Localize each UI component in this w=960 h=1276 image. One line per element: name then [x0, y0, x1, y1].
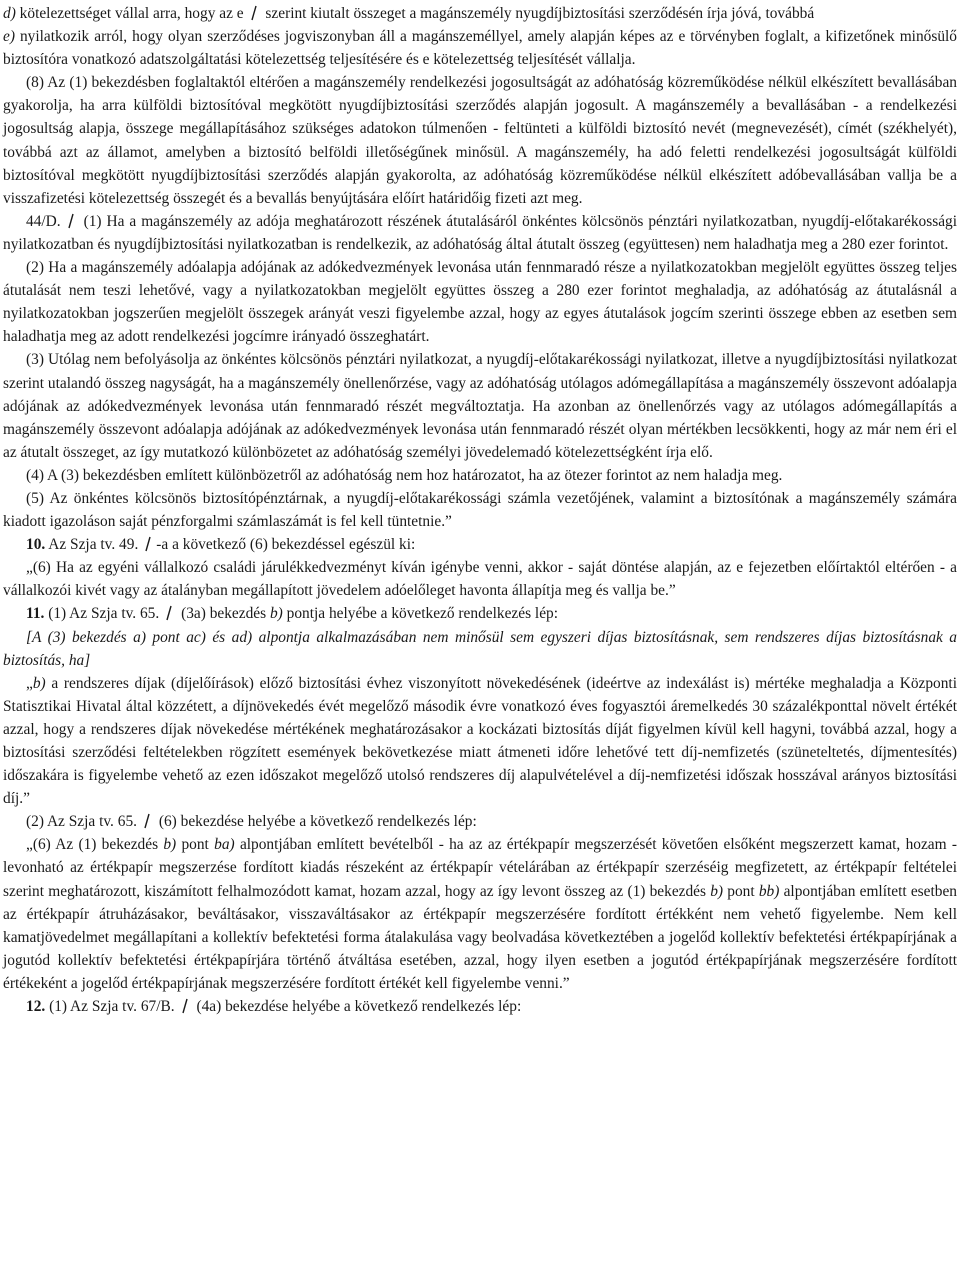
section-11-new-body: a rendszeres díjak (díjelőírások) előző biztosítási évhez viszonyított növekedésének (ideértve az indexálást is) mértéke meghaladja a Központi Statisztikai Hivatal által közzétett, a díjnövekedés évét megelőző második évre vonatkozó éves fogyasztói áremelkedés 30 százalékponttal növelt értékét azzal, hogy a rendszeres díjak növekedése mértékének meghatározásakor a kockázati biztosítás díját figyelmen kívül kell hagyni, továbbá azzal, hogy a biztosítási szerződési feltételekben rögzített események bekövetkezése miatt átmeneti időre lehetővé tett díj-nemfizetés (szüneteltetés, díjmentesítés) időszakára is figyelembe vehető az ezen időszakot megelőző utolsó rendszeres díj alapulvételével a díj-nemfizetési időszak hosszával arányos biztosítási díj.” — [3, 674, 957, 808]
section-44d-paragraph-1 — [3, 210, 957, 256]
point-marker-d: d) — [3, 5, 16, 22]
section-11-head-a: (3a) bekezdés — [177, 605, 270, 623]
quote-part: pont — [723, 882, 759, 900]
section-12-number: 12. — [26, 998, 46, 1016]
section-sign-icon — [143, 813, 151, 829]
section-sign-icon — [181, 998, 189, 1014]
paragraph-d-text: kötelezettséget vállal arra, hogy az e — [15, 5, 244, 22]
paragraph-d-tail: szerint kiutalt összeget a magánszemély nyugdíjbiztosítási szerződésén írja jóvá, továbbá — [261, 5, 815, 22]
section-12-heading — [3, 995, 957, 1018]
section-44d-p1-text: (1) Ha a magánszemély az adója meghatározott részének átutalásáról önkéntes kölcsönös pénztári nyilatkozatban, nyugdíj-előtakarékossági nyilatkozatban és nyugdíjbiztosítási nyilatkozatban is rendelkezik, az adóhatóság által átutalt összeg (együttesen) nem haladhatja meg a 280 ezer forintot. — [3, 212, 957, 253]
quote-part: „(6) Az (1) bekezdés — [26, 836, 164, 854]
quote-open: „ — [26, 674, 33, 692]
section-11-old-text: [A (3) bekezdés a) pont ac) és ad) alpontja alkalmazásában nem minősül sem egyszeri díjas biztosításnak, sem rendszeres díjas biztosításnak a biztosítás, ha] — [3, 628, 957, 669]
section-11-paragraph-2-heading — [3, 810, 957, 833]
section-11-paragraph-2-quote — [3, 833, 957, 995]
section-11-new-text — [3, 672, 957, 811]
quote-part: alpontjában említett esetben az értékpapír átruházásakor, beváltásakor, visszaváltásakor az értékpapír megszerzésére fordított értékként nem vehető figyelembe. Nem kell kamatjövedelmet megállapítani a kollektív befektetési forma átalakulása vagy beolvadása következtében a jogelőd kollektív befektetési értékpapírjának a jogutód kollektív befektetési értékpapírjára történő átváltása esetében, azzal, hogy ilyen esetben a jogutód értékpapírjának megszerzésére fordított értékeként a jogelőd értékpapírjának megszerzésére fordított értékét kell figyelembe venni.” — [3, 882, 957, 992]
quote-part: alpontjában említett bevételből - ha az az értékpapír megszerzését követően elsőként megszerzett kamat, hozam - levonható az értékpapír megszerzése fordított kiadás részeként az értékpapír vételárában az értékpapír szerzéséig megfizetett, az értékpapír feltételei szerint meghatározott, kiszámított felhalmozódott kamat, hozam azzal, hogy az így levont összeg az (1) bekezdés — [3, 836, 958, 900]
paragraph-e-text: nyilatkozik arról, hogy olyan szerződéses jogviszonyban áll a magánszeméllyel, amely alapján képes az e törvényben foglalt, a kifizetőnek minősülő biztosítóra vonatkozó adatszolgáltatási kötelezettség teljesítésére és e kötelezettség teljesítését vállalja. — [3, 28, 957, 69]
section-11-head-c: pontja helyébe a következő rendelkezés lép: — [282, 605, 558, 623]
section-sign-icon — [67, 213, 75, 229]
section-12-head: (1) Az Szja tv. 67/B. — [45, 998, 175, 1016]
section-10-quote: „(6) Ha az egyéni vállalkozó családi járulékkedvezményt kíván igénybe venni, akkor - saját döntése alapján, az e fejezetben előírtaktól eltérően - a vállalkozói kivét vagy az átalányban megállapított jövedelem adóelőleget havonta állapítja meg és vallja be.” — [3, 559, 957, 600]
quote-part: pont — [176, 836, 215, 854]
section-11-p2-tail: (6) bekezdése helyébe a következő rendelkezés lép: — [155, 813, 477, 831]
section-44d-paragraph-4: (4) A (3) bekezdésben említett különbözetről az adóhatóság nem hoz határozatot, ha az ötezer forintot az nem haladja meg. — [26, 466, 783, 484]
section-11-head-b: b) — [269, 605, 283, 623]
section-11-head: (1) Az Szja tv. 65. — [44, 605, 160, 623]
point-ref: b) — [710, 882, 724, 900]
section-44d-paragraph-5: (5) Az önkéntes kölcsönös biztosítópénztárnak, a nyugdíj-előtakarékossági számla vezetőjének, valamint a biztosítónak a magánszemély számára kiadott igazoláson saját pénzforgalmi számlaszámát is fel kell tüntetnie.” — [3, 489, 957, 531]
section-44d-number: 44/D. — [26, 212, 61, 230]
paragraph-8: (8) Az (1) bekezdésben foglaltaktól eltérően a magánszemély rendelkezési jogosultságát az adóhatóság közreműködése nélkül elkészített bevallásában gyakorolja, ha arra külföldi biztosítóval megkötött nyugdíjbiztosítási szerződés alapján jogosult. A magánszemély a bevallásában - a rendelkezési jogosultság alapja, összege megállapításához szükséges adatokon túlmenően - feltünteti a külföldi biztosító nevét (megnevezését), címét (székhelyét), továbbá azt az államot, amelyben a biztosító belföldi illetőségűnek minősül. A magánszemély, ha adó feletti rendelkezési jogosultságát külföldi biztosítóval megkötött nyugdíjbiztosítási szerződés alapján gyakorolta, az adóhatóság közreműködése nélkül elkészített adóbevallásában vallja be a visszafizetési kötelezettség összegét és a bevallás benyújtására előírt határidőig fizeti azt meg. — [3, 74, 957, 207]
section-12-tail: (4a) bekezdése helyébe a következő rendelkezés lép: — [192, 998, 522, 1016]
paragraph-d — [3, 2, 957, 25]
section-10-head: Az Szja tv. 49. — [45, 536, 139, 554]
paragraph-e — [3, 25, 957, 71]
point-ref: b) — [163, 836, 177, 854]
section-44d-paragraph-2: (2) Ha a magánszemély adóalapja adójának az adókedvezmények levonása után fennmaradó része a nyilatkozatokban megjelölt együttes összeg teljes átutalását nem teszi lehetővé, vagy a nyilatkozatokban megjelölt együttes összeg a 280 ezer forintot meghaladja, az adóhatóság az átutalásnál a nyilatkozatokban jogszerűen megjelölt összegek arányát veszi figyelembe azzal, hogy az egyes átutalások jogcím szerinti összege ebben az esetben sem haladhatja meg az adott rendelkezési jogcímre irányadó összeghatárt. — [3, 259, 957, 346]
section-10-number: 10. — [26, 536, 46, 554]
section-10-head-tail: -a a következő (6) bekezdéssel egészül ki: — [156, 536, 416, 554]
subpoint-ref: ba) — [214, 836, 235, 854]
section-11-number: 11. — [26, 605, 45, 623]
section-sign-icon — [250, 5, 258, 21]
section-sign-icon — [144, 536, 152, 552]
subpoint-ref: bb) — [758, 882, 780, 900]
point-marker-e: e) — [3, 28, 15, 46]
section-10-heading — [3, 533, 957, 556]
section-sign-icon — [165, 605, 173, 621]
section-11-heading — [3, 602, 957, 625]
section-11-p2-head: (2) Az Szja tv. 65. — [26, 813, 137, 831]
section-44d-paragraph-3: (3) Utólag nem befolyásolja az önkéntes kölcsönös pénztári nyilatkozat, a nyugdíj-előtakarékossági nyilatkozat, illetve a nyugdíjbiztosítási nyilatkozat szerint utalandó összeg nagyságát, ha a magánszemély önellenőrzése, vagy az adóhatóság utólagos adómegállapítása a magánszemély összevont adóalapja adójának az adókedvezmények levonása után fennmaradó részét megváltoztatja. Ha azonban az önellenőrzés vagy az utólagos adómegállapítás a magánszemély összevont adóalapja adójának az adókedvezmények levonása után fennmaradó részét olyan mértékben lecsökkenti, hogy az már nem éri el az átutalt összeget, az így mutatkozó különbözetet az adóhatóság személyi jövedelemadó kötelezettségként írja elő. — [3, 351, 957, 461]
point-marker-b: b) — [32, 674, 46, 692]
